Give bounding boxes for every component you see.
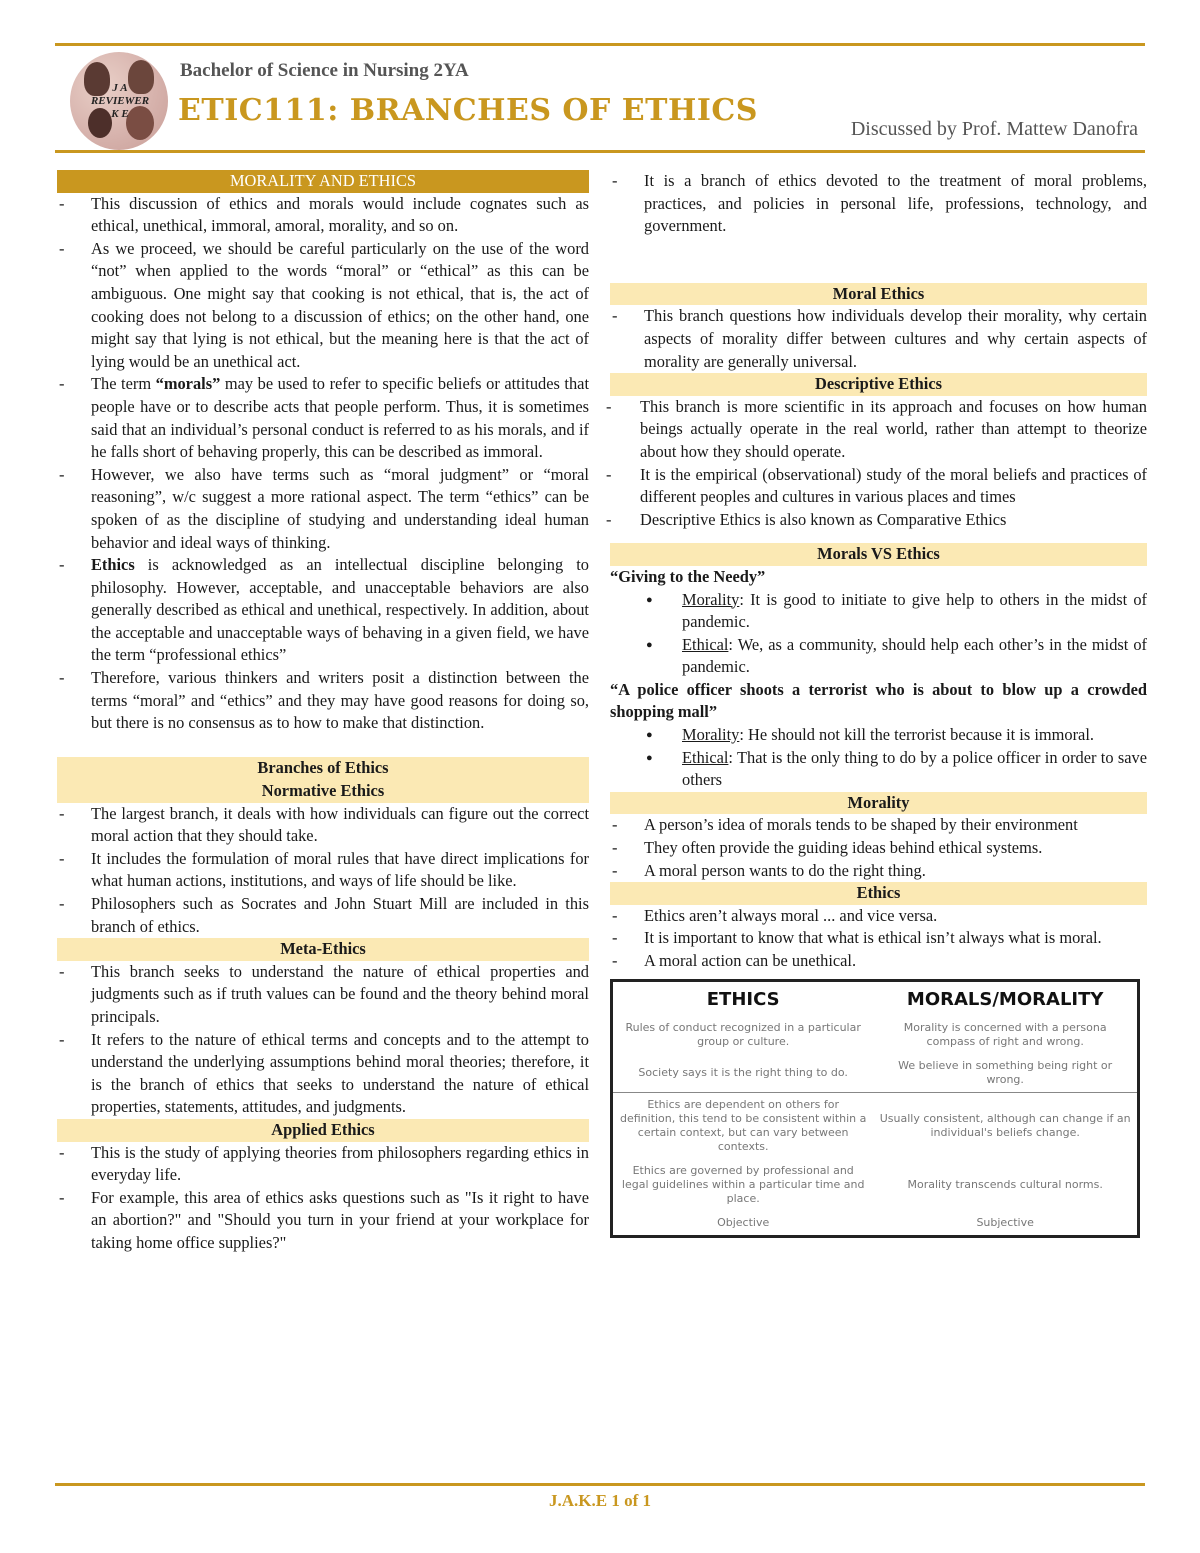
list-item: - Ethics is acknowledged as an intellectual discipline belonging to philosophy. However, acceptable, and unacceptable behaviors are also generally described as ethical and unethical, respectively. In addition, about the acceptable and unacceptable ways of behaving in a given field, we have the term “professional ethics” xyxy=(57,554,589,667)
table-cell: Ethics are governed by professional and legal guidelines within a particular time and place. xyxy=(621,1164,865,1206)
list-item: - This branch questions how individuals develop their morality, why certain aspects of morality differ between cultures and why certain aspects of morality are generally universal. xyxy=(610,305,1147,373)
list-item: - This branch is more scientific in its approach and focuses on how human beings actually operate in the real world, rather than attempt to theorize about how they should operate. xyxy=(610,396,1147,464)
table-header-ethics: ETHICS xyxy=(706,988,780,1010)
top-rule xyxy=(55,43,1145,46)
list-item: ● Ethical: That is the only thing to do by a police officer in order to save others xyxy=(610,747,1147,792)
table-cell: Society says it is the right thing to do. xyxy=(638,1066,848,1080)
list-item: ● Ethical: We, as a community, should help each other’s in the midst of pandemic. xyxy=(610,634,1147,679)
morals-term: “morals” xyxy=(155,374,221,394)
branches-heading: Branches of Ethics xyxy=(57,757,589,780)
list-item: - The largest branch, it deals with how individuals can figure out the correct moral action that they should take. xyxy=(57,803,589,848)
ethics-term: Ethics xyxy=(91,555,135,575)
reviewer-logo xyxy=(70,52,168,150)
list-item: - They often provide the guiding ideas behind ethical systems. xyxy=(610,837,1147,860)
table-cell: Usually consistent, although can change if an individual's beliefs change. xyxy=(873,1093,1138,1160)
table-cell: Morality is concerned with a persona compass of right and wrong. xyxy=(903,1021,1107,1049)
descriptive-ethics-heading: Descriptive Ethics xyxy=(610,373,1147,396)
list-item: ● Morality: It is good to initiate to give help to others in the midst of pandemic. xyxy=(610,589,1147,634)
example-title: “A police officer shoots a terrorist who is about to blow up a crowded shopping mall” xyxy=(610,679,1147,722)
ethics-heading: Ethics xyxy=(610,882,1147,905)
example-title: “Giving to the Needy” xyxy=(610,566,766,586)
list-item: - It includes the formulation of moral rules that have direct implications for what human actions, institutions, and ways of life should be like. xyxy=(57,848,589,893)
list-item: - This is the study of applying theories from philosophers regarding ethics in everyday life. xyxy=(57,1142,589,1187)
meta-ethics-heading: Meta-Ethics xyxy=(57,938,589,961)
list-item: - It is the empirical (observational) study of the moral beliefs and practices of different peoples and cultures in various places and times xyxy=(610,464,1147,509)
list-item: - This discussion of ethics and morals would include cognates such as ethical, unethical, immoral, amoral, morality, and so on. xyxy=(57,193,589,238)
list-item: - Descriptive Ethics is also known as Comparative Ethics xyxy=(610,509,1147,532)
header-rule xyxy=(55,150,1145,153)
table-cell: Objective xyxy=(717,1216,770,1230)
author-line: Discussed by Prof. Mattew Danofra xyxy=(850,118,1138,140)
list-item: - It refers to the nature of ethical terms and concepts and to the attempt to understand the underlying assumptions behind moral theories; therefore, it is the branch of ethics that seeks to understand the nature of ethical properties, statements, attitudes, and judgments. xyxy=(57,1029,589,1119)
list-item: - As we proceed, we should be careful particularly on the use of the word “not” when applied to the words “moral” or “ethical” as this can be ambiguous. One might say that cooking is not ethical, that is, the act of cooking does not belong to a discussion of ethics; on the other hand, one might say that lying is not ethical, but the meaning here is that the act of lying would be an unethical act. xyxy=(57,238,589,374)
table-cell: Morality transcends cultural norms. xyxy=(907,1178,1103,1192)
logo-text: J A REVIEWER K E xyxy=(90,82,150,120)
list-item: - However, we also have terms such as “moral judgment” or “moral reasoning”, w/c suggest a more rational aspect. The term “ethics” can be spoken of as the discipline of studying and understanding ideal human behavior and ideal ways of thinking. xyxy=(57,464,589,554)
table-row xyxy=(612,1093,1139,1160)
morals-vs-ethics-heading: Morals VS Ethics xyxy=(610,543,1147,566)
page-footer: J.A.K.E 1 of 1 xyxy=(549,1491,651,1510)
morality-ethics-heading: MORALITY AND ETHICS xyxy=(57,170,589,193)
morality-heading: Morality xyxy=(610,792,1147,815)
table-cell: Ethics are dependent on others for definition, this tend to be consistent within a certain context, but can vary between contexts. xyxy=(612,1093,874,1160)
table-row xyxy=(612,1054,1139,1093)
normative-heading: Normative Ethics xyxy=(57,780,589,803)
applied-ethics-heading: Applied Ethics xyxy=(57,1119,589,1142)
left-column xyxy=(57,170,589,1255)
course-subtitle: Bachelor of Science in Nursing 2YA xyxy=(180,60,469,81)
list-item: - It is important to know that what is ethical isn’t always what is moral. xyxy=(610,927,1147,950)
list-item: - Therefore, various thinkers and writers posit a distinction between the terms “moral” and “ethics” and they may have good reasons for doing so, but there is no consensus as to how to make that distinction. xyxy=(57,667,589,735)
list-item: ● Morality: He should not kill the terrorist because it is immoral. xyxy=(610,724,1147,747)
list-item: - A moral person wants to do the right thing. xyxy=(610,860,1147,883)
right-column xyxy=(610,170,1147,1238)
list-item: - It is a branch of ethics devoted to the treatment of moral problems, practices, and policies in personal life, professions, technology, and government. xyxy=(610,170,1147,238)
list-item: - A person’s idea of morals tends to be shaped by their environment xyxy=(610,814,1147,837)
table-cell: Rules of conduct recognized in a particular group or culture. xyxy=(625,1021,861,1049)
list-item: - A moral action can be unethical. xyxy=(610,950,1147,973)
list-item: - Philosophers such as Socrates and John Stuart Mill are included in this branch of ethics. xyxy=(57,893,589,938)
table-cell: We believe in something being right or wrong. xyxy=(898,1059,1113,1087)
list-item: - This branch seeks to understand the nature of ethical properties and judgments such as if truth values can be found and the theory behind moral principals. xyxy=(57,961,589,1029)
ethics-vs-morals-table xyxy=(610,979,1140,1239)
list-item: - Ethics aren’t always moral ... and vice versa. xyxy=(610,905,1147,928)
table-row xyxy=(612,1159,1139,1211)
list-item: - The term “morals” may be used to refer to specific beliefs or attitudes that people have or to describe acts that people perform. Thus, it is sometimes said that an individual’s personal conduct is referred to as his morals, and if he falls short of behaving properly, this can be described as immoral. xyxy=(57,373,589,463)
page-title: ETIC111: BRANCHES OF ETHICS xyxy=(178,93,758,128)
moral-ethics-heading: Moral Ethics xyxy=(610,283,1147,306)
list-item: - For example, this area of ethics asks questions such as "Is it right to have an abortion?" and "Should you turn in your friend at your workplace for taking home office supplies?" xyxy=(57,1187,589,1255)
table-row xyxy=(612,1211,1139,1237)
footer-rule xyxy=(55,1483,1145,1486)
table-header-morals: MORALS/MORALITY xyxy=(906,988,1104,1010)
table-cell: Subjective xyxy=(976,1216,1034,1230)
table-row xyxy=(612,1016,1139,1054)
